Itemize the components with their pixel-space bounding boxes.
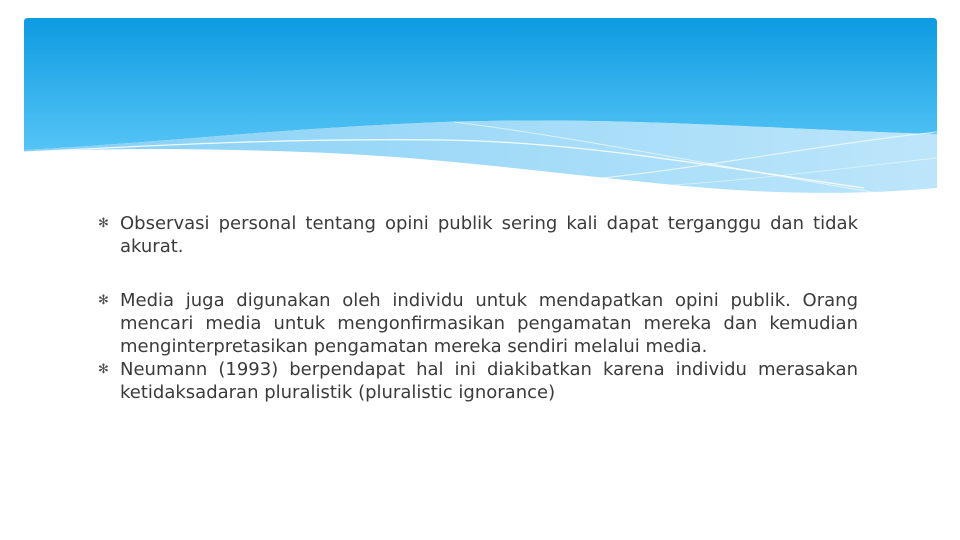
- bullet-text: Observasi personal tentang opini publik sering kali dapat terganggu dan tidak akurat.: [120, 213, 858, 257]
- bullet-item: [98, 358, 858, 404]
- asterisk-bullet-icon: ✻: [98, 362, 109, 377]
- asterisk-bullet-icon: ✻: [98, 216, 109, 231]
- bullet-text: Neumann (1993) berpendapat hal ini diakibatkan karena individu merasakan ketidaksadaran pluralistik (pluralistic ignorance): [120, 359, 858, 403]
- asterisk-bullet-icon: ✻: [98, 293, 109, 308]
- header-banner: [24, 18, 937, 200]
- bullet-item: [98, 289, 858, 358]
- bullet-item: [98, 212, 858, 258]
- banner-waves: [24, 18, 937, 200]
- bullet-list: [98, 212, 858, 404]
- bullet-text: Media juga digunakan oleh individu untuk mendapatkan opini publik. Orang mencari media untuk mengonfirmasikan pengamatan mereka dan kemudian menginterpretasikan pengamatan mereka sendiri melalui media.: [120, 290, 858, 357]
